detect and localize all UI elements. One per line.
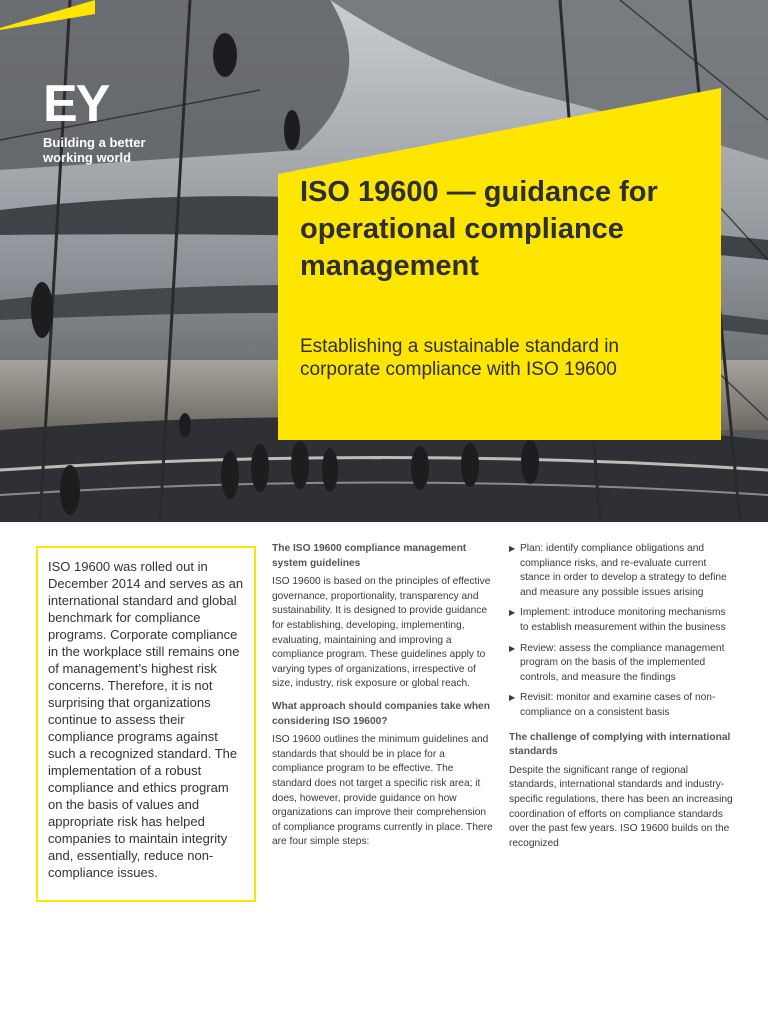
section-heading-guidelines: The ISO 19600 compliance management system guidelines xyxy=(272,543,467,569)
intro-callout-text: ISO 19600 was rolled out in December 2014 and serves as an international standard and global benchmark for compliance programs. Corporate compliance in the workplace still remains one of management’s highest risk concerns. Therefore, it is not surprising that organizations continue to assess their compliance programs against such a recognized standard. The implementation of a robust compliance and ethics program on the basis of values and appropriate risk has helped companies to maintain integrity and, essentially, reduce non-compliance issues. xyxy=(48,559,244,880)
column-steps xyxy=(509,542,733,859)
intro-callout xyxy=(36,546,256,902)
page-title: ISO 19600 — guidance for operational compliance management xyxy=(300,176,658,282)
paragraph-guidelines: ISO 19600 is based on the principles of effective governance, proportionality, transparency and sustainability. It is designed to provide guidance for establishing, developing, implementing, evaluating, maintaining and improving a compliance program. These guidelines apply to varying types of organizations, irrespective of size, industry, risk exposure or global reach. xyxy=(272,576,491,690)
list-item-implement xyxy=(509,606,733,635)
bullet-icon: ▶ xyxy=(509,544,516,553)
ey-logo-mark-icon xyxy=(0,0,95,30)
list-item-revisit xyxy=(509,691,733,720)
bullet-icon: ▶ xyxy=(509,693,516,703)
page-subtitle: Establishing a sustainable standard in corporate compliance with ISO 19600 xyxy=(300,336,619,380)
list-item-plan xyxy=(509,542,733,600)
brand-tagline: Building a better working world xyxy=(43,135,146,165)
step-text: Plan: identify compliance obligations and compliance risks, and re-evaluate current stance in order to develop a strategy to define and measure any possible issues arising xyxy=(520,543,727,598)
bullet-icon: ▶ xyxy=(509,608,516,618)
column-guidelines xyxy=(272,542,494,858)
paragraph-challenge: Despite the significant range of regional standards, international standards and industry-specific regulations, there has been an increasing coordination of efforts on compliance standards over the past few years. ISO 19600 builds on the recognized xyxy=(509,764,733,849)
list-item-review xyxy=(509,642,733,686)
step-text: Implement: introduce monitoring mechanisms to establish measurement within the business xyxy=(520,607,726,633)
step-text: Revisit: monitor and examine cases of non-compliance on a consistent basis xyxy=(520,692,716,718)
paragraph-approach: ISO 19600 outlines the minimum guidelines and standards that should be in place for a compliance program to be effective. The standard does not target a specific risk area; it does, however, provide guidance on how organizations can improve their comprehension of compliance programs currently in place. There are four simple steps: xyxy=(272,734,493,848)
section-heading-approach: What approach should companies take when considering ISO 19600? xyxy=(272,700,490,727)
ey-logo: EY xyxy=(43,75,109,133)
section-heading-challenge: The challenge of complying with international standards xyxy=(509,731,731,758)
bullet-icon: ▶ xyxy=(509,643,516,653)
step-text: Review: assess the compliance management program on the basis of the implemented controls, and measure the findings xyxy=(520,642,725,683)
steps-list xyxy=(509,542,733,721)
